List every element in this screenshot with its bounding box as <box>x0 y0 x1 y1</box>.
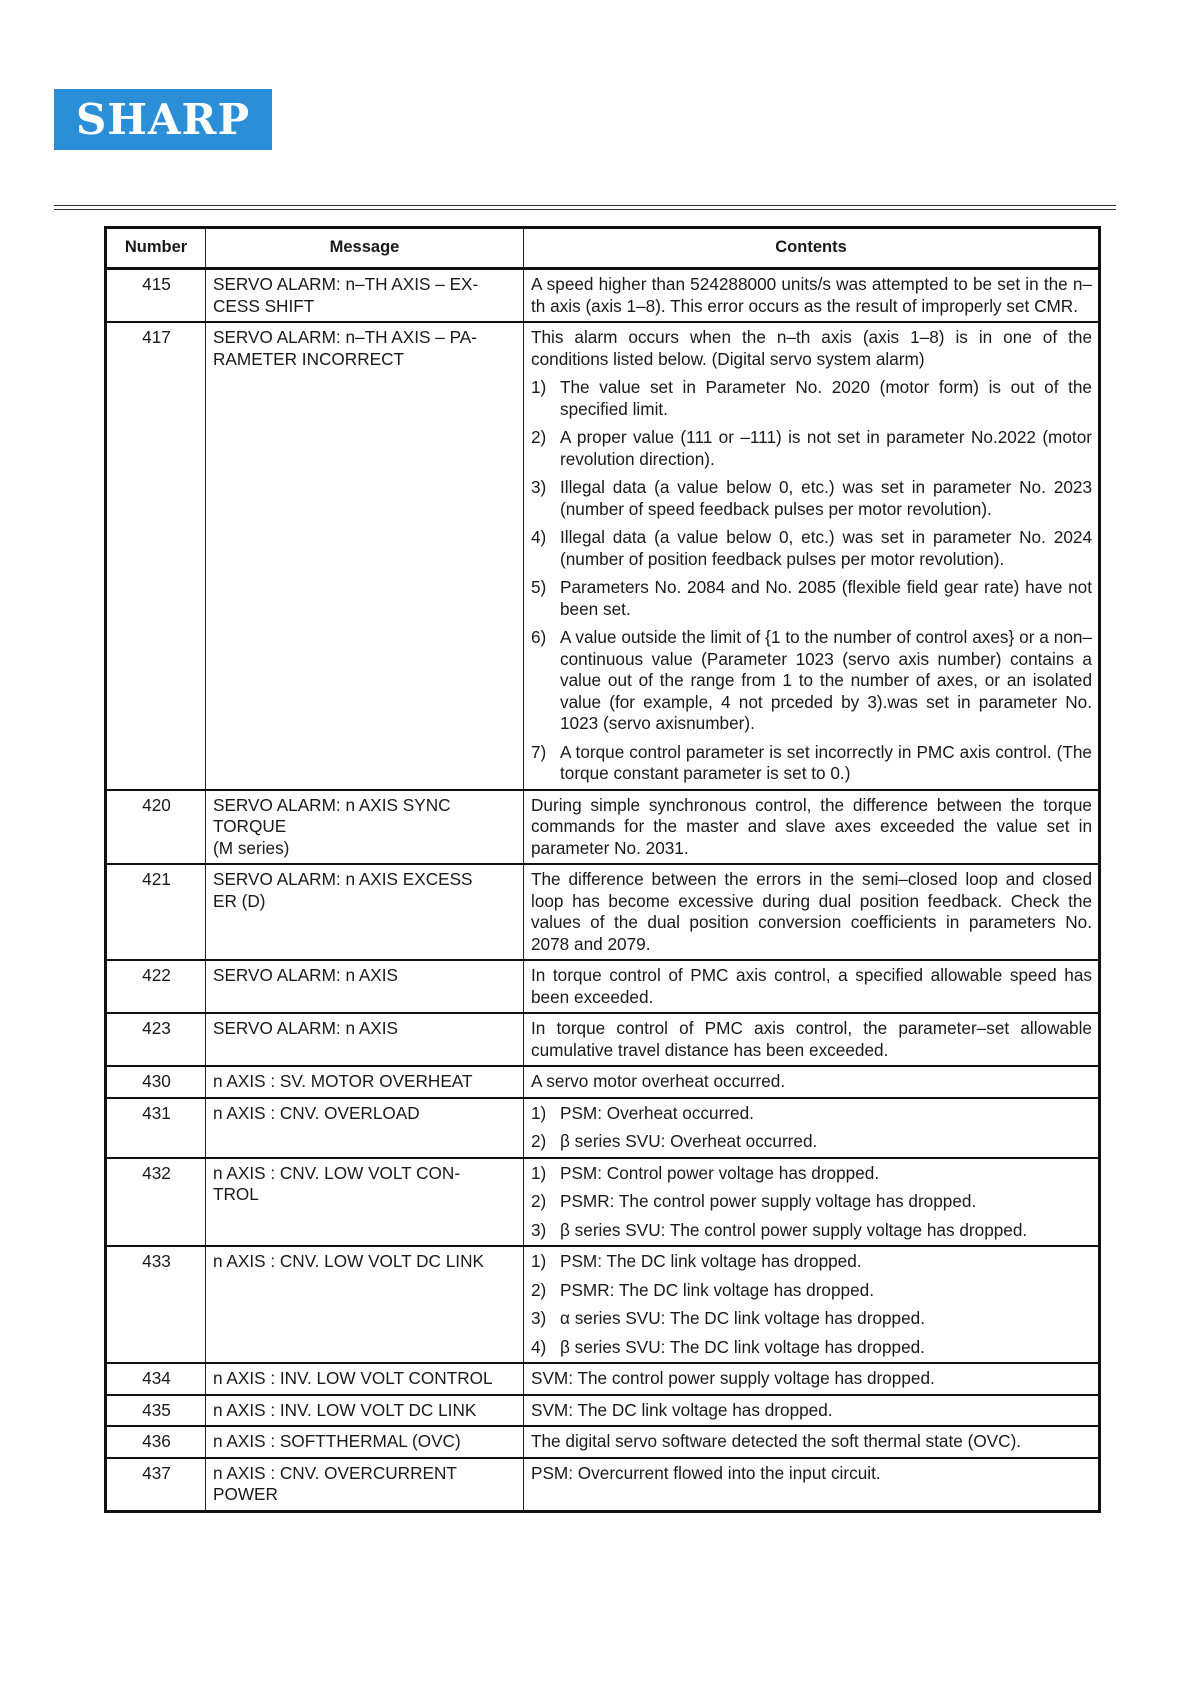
alarm-number: 421 <box>106 864 206 960</box>
list-item-text: Parameters No. 2084 and No. 2085 (flexible field gear rate) have not been set. <box>560 577 1092 619</box>
message-line: (M series) <box>213 837 290 858</box>
alarm-number: 432 <box>106 1158 206 1247</box>
alarm-message <box>206 1098 524 1158</box>
list-item <box>531 742 1092 785</box>
message-line: n AXIS : CNV. LOW VOLT CON- <box>213 1162 461 1183</box>
message-line: SERVO ALARM: n–TH AXIS – EX- <box>213 274 479 294</box>
alarm-message <box>206 1395 524 1427</box>
list-item-text: β series SVU: Overheat occurred. <box>560 1131 818 1151</box>
contents-list <box>531 1103 1092 1153</box>
message-line: n AXIS : INV. LOW VOLT DC LINK <box>213 1399 477 1420</box>
contents-text: During simple synchronous control, the difference between the torque commands for the master and slave axes exceeded the value set in parameter No. 2031. <box>531 794 1092 858</box>
list-item-number: 2) <box>531 1191 547 1211</box>
alarm-message <box>206 1013 524 1066</box>
message-line: n AXIS : CNV. OVERLOAD <box>213 1102 420 1123</box>
table-row <box>106 1013 1100 1066</box>
alarm-message <box>206 1246 524 1363</box>
contents-list <box>531 1163 1092 1242</box>
list-item <box>531 1308 1092 1330</box>
message-line: CESS SHIFT <box>213 295 315 316</box>
alarm-contents <box>524 1426 1100 1458</box>
list-item-text: PSM: Control power voltage has dropped. <box>560 1162 880 1183</box>
table-row <box>106 1098 1100 1158</box>
contents-text: The digital servo software detected the soft thermal state (OVC). <box>531 1431 1022 1451</box>
list-item-text: α series SVU: The DC link voltage has dropped. <box>560 1308 926 1328</box>
alarm-contents <box>524 790 1100 865</box>
sharp-logo <box>54 89 272 150</box>
list-item-number: 3) <box>531 1219 547 1240</box>
message-line: SERVO ALARM: n AXIS <box>213 965 399 985</box>
alarm-number: 420 <box>106 790 206 865</box>
table-row <box>106 960 1100 1013</box>
list-item <box>531 527 1092 570</box>
contents-text: PSM: Overcurrent flowed into the input circuit. <box>531 1462 881 1483</box>
list-item-number: 4) <box>531 527 547 547</box>
table-row <box>106 790 1100 865</box>
message-line: SERVO ALARM: n AXIS <box>213 1018 399 1038</box>
alarm-number: 415 <box>106 269 206 323</box>
contents-text: This alarm occurs when the n–th axis (axis 1–8) is in one of the conditions listed below. (Digital servo system alarm) <box>531 327 1092 369</box>
contents-text: A servo motor overheat occurred. <box>531 1071 786 1091</box>
alarm-number: 430 <box>106 1066 206 1098</box>
alarm-message <box>206 1363 524 1395</box>
list-item-number: 3) <box>531 1308 547 1328</box>
list-item <box>531 1280 1092 1302</box>
table-row <box>106 322 1100 790</box>
alarm-table-body <box>106 269 1100 1512</box>
alarm-message <box>206 1458 524 1512</box>
list-item-number: 1) <box>531 1102 547 1123</box>
message-line: n AXIS : SV. MOTOR OVERHEAT <box>213 1071 473 1091</box>
message-line: POWER <box>213 1484 278 1504</box>
list-item <box>531 1103 1092 1125</box>
alarm-contents <box>524 1013 1100 1066</box>
list-item-number: 1) <box>531 377 547 397</box>
alarm-number: 434 <box>106 1363 206 1395</box>
alarm-contents <box>524 322 1100 790</box>
contents-text: SVM: The DC link voltage has dropped. <box>531 1399 833 1420</box>
list-item <box>531 1220 1092 1242</box>
table-header-row <box>106 228 1100 269</box>
message-line: TORQUE <box>213 816 287 836</box>
header-rule <box>54 205 1116 206</box>
list-item-number: 4) <box>531 1336 547 1357</box>
message-line: ER (D) <box>213 890 266 911</box>
table-row <box>106 269 1100 323</box>
list-item <box>531 1163 1092 1185</box>
header-contents: Contents <box>524 228 1100 269</box>
header-number: Number <box>106 228 206 269</box>
list-item-text: PSM: Overheat occurred. <box>560 1102 754 1123</box>
contents-text: SVM: The control power supply voltage has dropped. <box>531 1368 935 1388</box>
alarm-message <box>206 1066 524 1098</box>
alarm-contents <box>524 269 1100 323</box>
alarm-number: 436 <box>106 1426 206 1458</box>
contents-list <box>531 1251 1092 1358</box>
alarm-number: 422 <box>106 960 206 1013</box>
list-item-text: Illegal data (a value below 0, etc.) was set in parameter No. 2023 (number of speed feedback pulses per motor revolution). <box>560 477 1092 519</box>
header-message: Message <box>206 228 524 269</box>
contents-text: The difference between the errors in the semi–closed loop and closed loop has become excessive during dual position feedback. Check the values of the dual position conversion coefficients in parameters No. 2078 and 2079. <box>531 869 1092 954</box>
alarm-message <box>206 1158 524 1247</box>
message-line: SERVO ALARM: n–TH AXIS – PA- <box>213 327 477 347</box>
list-item <box>531 627 1092 735</box>
list-item-number: 6) <box>531 627 547 647</box>
list-item-text: Illegal data (a value below 0, etc.) was set in parameter No. 2024 (number of position feedback pulses per motor revolution). <box>560 527 1092 569</box>
list-item-text: The value set in Parameter No. 2020 (motor form) is out of the specified limit. <box>560 377 1092 419</box>
list-item <box>531 377 1092 420</box>
alarm-contents <box>524 1363 1100 1395</box>
list-item-text: PSMR: The control power supply voltage has dropped. <box>560 1191 977 1211</box>
list-item-text: A torque control parameter is set incorrectly in PMC axis control. (The torque constant parameter is set to 0.) <box>560 741 1092 783</box>
header-rule-secondary <box>54 209 1116 210</box>
list-item <box>531 1251 1092 1273</box>
list-item <box>531 577 1092 620</box>
alarm-contents <box>524 1246 1100 1363</box>
alarm-contents <box>524 1458 1100 1512</box>
table-row <box>106 864 1100 960</box>
list-item-text: PSM: The DC link voltage has dropped. <box>560 1251 862 1271</box>
contents-text: A speed higher than 524288000 units/s was attempted to be set in the n–th axis (axis 1–8). This error occurs as the result of improperly set CMR. <box>531 274 1092 316</box>
message-line: TROL <box>213 1184 259 1204</box>
list-item-number: 2) <box>531 427 547 447</box>
list-item-number: 5) <box>531 577 547 597</box>
alarm-message <box>206 864 524 960</box>
alarm-number: 423 <box>106 1013 206 1066</box>
contents-text: In torque control of PMC axis control, a specified allowable speed has been exceeded. <box>531 965 1092 1007</box>
table-row <box>106 1458 1100 1512</box>
list-item-number: 7) <box>531 741 547 762</box>
alarm-contents <box>524 1066 1100 1098</box>
alarm-contents <box>524 864 1100 960</box>
list-item-number: 3) <box>531 477 547 497</box>
alarm-message <box>206 790 524 865</box>
alarm-number: 437 <box>106 1458 206 1512</box>
contents-text: In torque control of PMC axis control, the parameter–set allowable cumulative travel distance has been exceeded. <box>531 1018 1092 1060</box>
message-line: RAMETER INCORRECT <box>213 348 404 369</box>
list-item-text: β series SVU: The control power supply voltage has dropped. <box>560 1219 1028 1240</box>
alarm-message <box>206 269 524 323</box>
list-item-number: 1) <box>531 1251 547 1271</box>
list-item-text: β series SVU: The DC link voltage has dropped. <box>560 1336 925 1357</box>
alarm-number: 435 <box>106 1395 206 1427</box>
alarm-number: 417 <box>106 322 206 790</box>
table-row <box>106 1395 1100 1427</box>
table-row <box>106 1426 1100 1458</box>
list-item-number: 1) <box>531 1162 547 1183</box>
alarm-message <box>206 322 524 790</box>
list-item-text: A value outside the limit of {1 to the number of control axes} or a non–continuous value (Parameter 1023 (servo axis number) contains a value out of the range from 1 to the number of axes, or an isolated value (for example, 4 not prceded by 3).was set in parameter No. 1023 (servo axisnumber). <box>560 627 1092 733</box>
alarm-contents <box>524 960 1100 1013</box>
list-item <box>531 1337 1092 1359</box>
table-row <box>106 1066 1100 1098</box>
alarm-number: 431 <box>106 1098 206 1158</box>
table-row <box>106 1363 1100 1395</box>
list-item-number: 2) <box>531 1279 547 1300</box>
table-row <box>106 1158 1100 1247</box>
alarm-contents <box>524 1395 1100 1427</box>
logo-text: SHARP <box>75 95 251 144</box>
message-line: SERVO ALARM: n AXIS EXCESS <box>213 869 473 889</box>
table-row <box>106 1246 1100 1363</box>
list-item-text: A proper value (111 or –111) is not set in parameter No.2022 (motor revolution direction). <box>560 427 1092 469</box>
list-item <box>531 1131 1092 1153</box>
alarm-contents <box>524 1158 1100 1247</box>
alarm-table <box>104 226 1101 1513</box>
list-item-text: PSMR: The DC link voltage has dropped. <box>560 1279 874 1300</box>
message-line: n AXIS : SOFTTHERMAL (OVC) <box>213 1431 461 1451</box>
message-line: SERVO ALARM: n AXIS SYNC <box>213 794 451 815</box>
message-line: n AXIS : CNV. LOW VOLT DC LINK <box>213 1251 484 1271</box>
list-item-number: 2) <box>531 1131 547 1151</box>
message-line: n AXIS : INV. LOW VOLT CONTROL <box>213 1368 493 1388</box>
alarm-message <box>206 1426 524 1458</box>
list-item <box>531 1191 1092 1213</box>
alarm-number: 433 <box>106 1246 206 1363</box>
alarm-message <box>206 960 524 1013</box>
list-item <box>531 477 1092 520</box>
list-item <box>531 427 1092 470</box>
alarm-contents <box>524 1098 1100 1158</box>
contents-list <box>531 377 1092 785</box>
message-line: n AXIS : CNV. OVERCURRENT <box>213 1462 457 1483</box>
